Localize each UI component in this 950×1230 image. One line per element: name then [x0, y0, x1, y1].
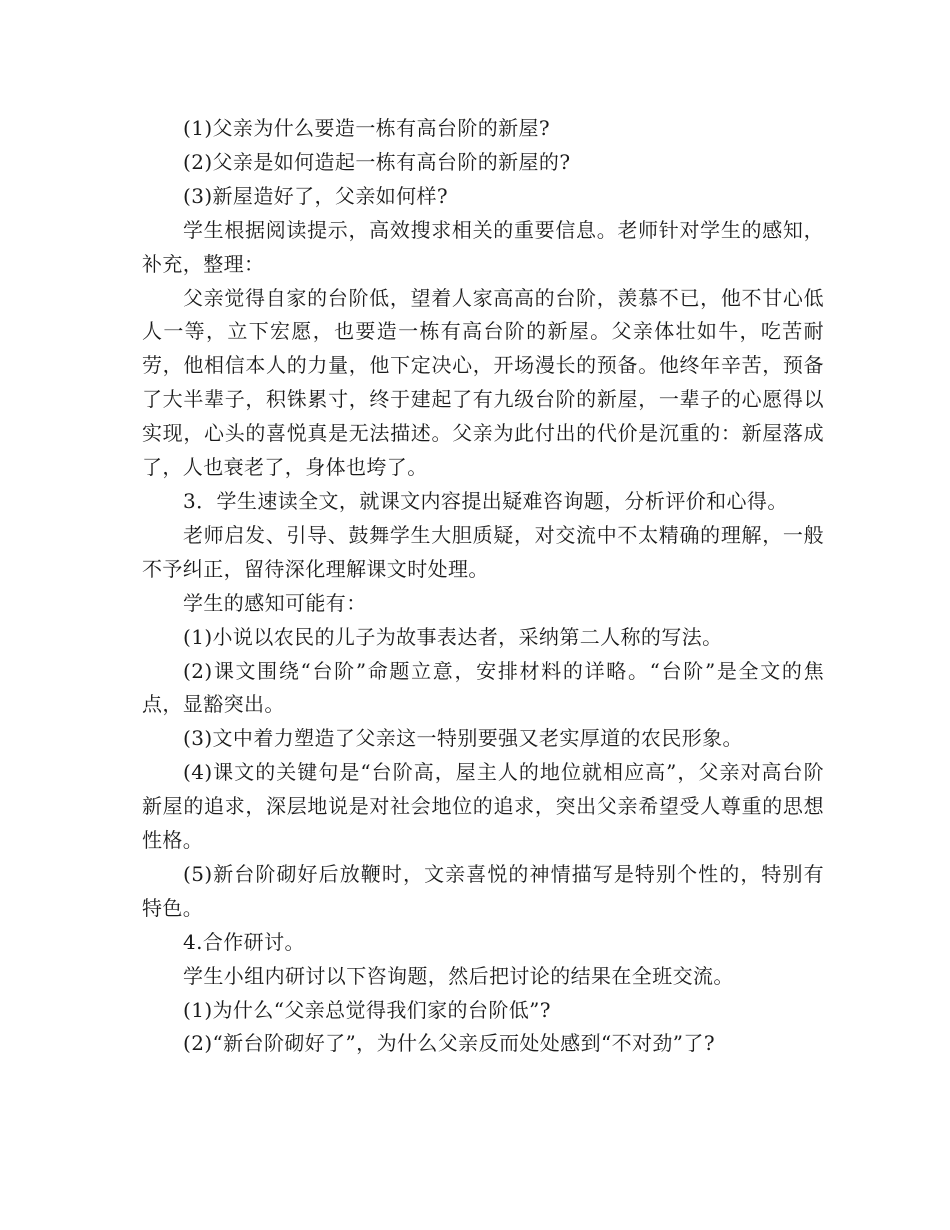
teacher-guidance-paragraph: 老师启发、引导、鼓舞学生大胆质疑，对交流中不太精确的理解，一般不予纠正，留待深化理解课文时处理。 [142, 522, 824, 581]
perception-item-5: (5)新台阶砌好后放鞭时，文亲喜悦的神情描写是特别个性的，特别有特色。 [142, 861, 824, 920]
student-perception-intro: 学生的感知可能有： [183, 590, 367, 615]
discussion-question-2: (2)“新台阶砌好了”，为什么父亲反而处处感到“不对劲”了? [183, 1031, 715, 1056]
perception-item-1: (1)小说以农民的儿子为故事表达者，采纳第二人称的写法。 [183, 624, 723, 649]
question-1: (1)父亲为什么要造一栋有高台阶的新屋? [183, 116, 551, 140]
document-page [142, 112, 824, 1061]
discussion-question-1: (1)为什么“父亲总觉得我们家的台阶低”? [183, 997, 551, 1022]
summary-paragraph: 父亲觉得自家的台阶低，望着人家高高的台阶，羡慕不已，他不甘心低人一等，立下宏愿，也要造一栋有高台阶的新屋。父亲体壮如牛，吃苦耐劳，他相信本人的力量，他下定决心，开场漫长的预备。他终年辛苦，预备了大半辈子，积铢累寸，终于建起了有九级台阶的新屋，一辈子的心愿得以实现，心头的喜悦真是无法描述。父亲为此付出的代价是沉重的：新屋落成了，人也衰老了，身体也垮了。 [142, 285, 824, 480]
perception-item-3: (3)文中着力塑造了父亲这一特别要强又老实厚道的农民形象。 [183, 726, 743, 751]
perception-item-4: (4)课文的关键句是“台阶高，屋主人的地位就相应高”，父亲对高台阶新屋的追求，深层地说是对社会地位的追求，突出父亲希望受人尊重的思想性格。 [142, 760, 824, 853]
question-2: (2)父亲是如何造起一栋有高台阶的新屋的? [183, 149, 571, 174]
step-4-heading: 4.合作研讨。 [183, 929, 305, 954]
perception-item-2: (2)课文围绕“台阶”命题立意，安排材料的详略。“台阶”是全文的焦点，显豁突出。 [142, 658, 824, 717]
step-3-heading: 3．学生速读全文，就课文内容提出疑难咨询题，分析评价和心得。 [183, 488, 788, 513]
question-3: (3)新屋造好了，父亲如何样? [183, 183, 449, 208]
group-discussion-intro: 学生小组内研讨以下咨询题，然后把讨论的结果在全班交流。 [183, 963, 734, 988]
reading-prompt-paragraph: 学生根据阅读提示，高效搜求相关的重要信息。老师针对学生的感知，补充，整理： [142, 217, 824, 276]
